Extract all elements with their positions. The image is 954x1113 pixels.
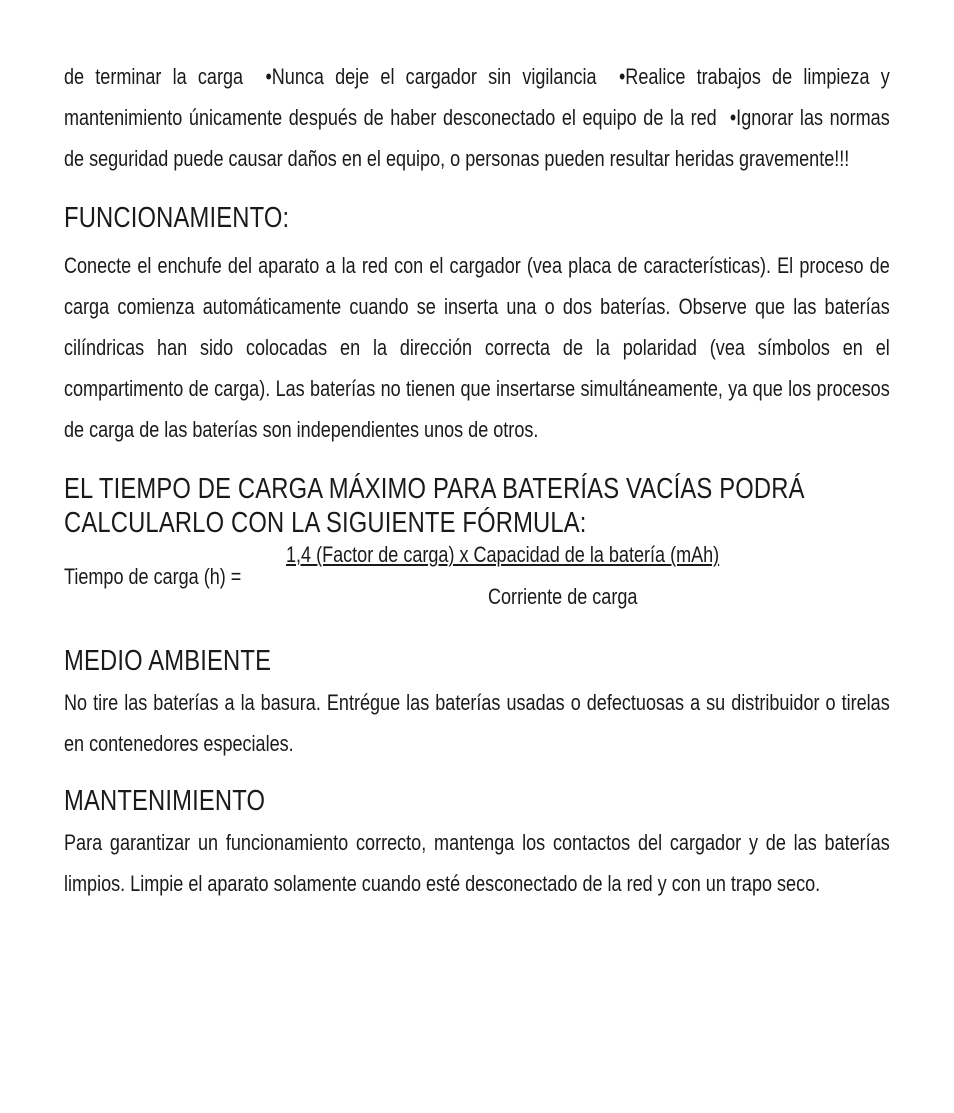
- intro-text: de terminar la carga: [64, 64, 244, 89]
- bullet-seguridad: •Ignorar las normas de seguridad puede causar daños en el equipo, o personas pueden resultar heridas gravemente!!!: [64, 105, 890, 171]
- mantenimiento-heading: MANTENIMIENTO: [64, 785, 266, 817]
- medio-ambiente-body: No tire las baterías a la basura. Entrégue las baterías usadas o defectuosas a su distribuidor o tirelas en contenedores especiales.: [64, 690, 890, 756]
- bullet-vigilancia: •Nunca deje el cargador sin vigilancia: [265, 64, 597, 89]
- charge-time-formula: [64, 542, 890, 626]
- bullet-limpieza: •Realice trabajos de limpieza y mantenimiento únicamente después de haber desconectado el equipo de la red: [64, 64, 890, 130]
- funcionamiento-body: Conecte el enchufe del aparato a la red con el cargador (vea placa de características). El proceso de carga comienza automáticamente cuando se inserta una o dos baterías. Observe que las baterías cilíndricas han sido colocadas en la dirección correcta de la polaridad (vea símbolos en el compartimento de carga). Las baterías no tienen que insertarse simultáneamente, ya que los procesos de carga de las baterías son independientes unos de otros.: [64, 253, 890, 442]
- tiempo-carga-heading: EL TIEMPO DE CARGA MÁXIMO PARA BATERÍAS VACÍAS PODRÁ CALCULARLO CON LA SIGUIENTE FÓRMULA:: [64, 473, 805, 539]
- manual-page: [64, 56, 890, 904]
- formula-label: Tiempo de carga (h) =: [64, 564, 242, 589]
- mantenimiento-body: Para garantizar un funcionamiento correcto, mantenga los contactos del cargador y de las baterías limpios. Limpie el aparato solamente cuando esté desconectado de la red y con un trapo seco.: [64, 830, 890, 896]
- funcionamiento-heading: FUNCIONAMIENTO:: [64, 202, 290, 234]
- formula-denominator: Corriente de carga: [488, 584, 638, 609]
- intro-paragraph: [64, 56, 890, 179]
- formula-numerator: 1,4 (Factor de carga) x Capacidad de la batería (mAh): [286, 542, 720, 567]
- medio-ambiente-heading: MEDIO AMBIENTE: [64, 645, 272, 677]
